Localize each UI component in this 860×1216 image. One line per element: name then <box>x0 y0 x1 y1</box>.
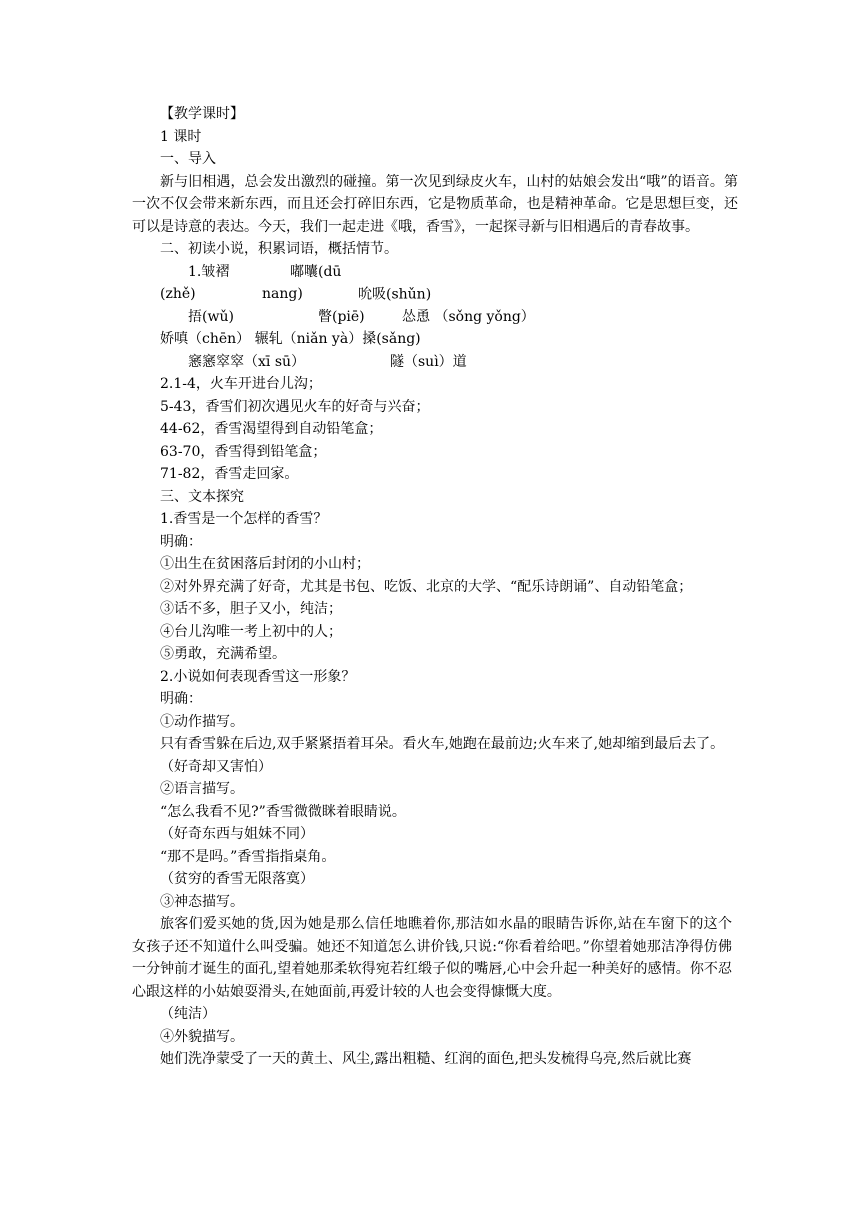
answer-label: 明确： <box>160 691 202 707</box>
method-note: （好奇却又害怕） <box>160 758 272 775</box>
plot-item: 63-70，香雪得到铅笔盒； <box>160 443 327 460</box>
vocab-item: 捂(wǔ) <box>188 308 234 325</box>
method-title-expression: ③神态描写。 <box>160 893 244 910</box>
intro-paragraph: 新与旧相遇，总会发出激烈的碰撞。第一次见到绿皮火车，山村的姑娘会发出“哦”的语音。第一次不仅会带来新东西，而且还会打碎旧东西，它是物质革命，也是精神革命。它是思想巨变，还可以是诗意的表达。今天，我们一起走进《哦，香雪》，一起探寻新与旧相遇后的青春故事。 <box>132 173 738 235</box>
section-title-inquiry: 三、文本探究 <box>160 488 244 505</box>
answer-label: 明确： <box>160 533 202 550</box>
vocab-item: 怂恿 （sǒng yǒng） <box>402 308 535 325</box>
method-example-speech: “那不是吗。”香雪指指桌角。 <box>160 848 336 865</box>
vocab-item: 瞥(piē) <box>318 308 365 325</box>
method-note: （贫穷的香雪无限落寞） <box>160 871 314 887</box>
plot-item: 71-82，香雪走回家。 <box>160 466 299 482</box>
period-count: 1 课时 <box>160 128 202 145</box>
method-title-action: ①动作描写。 <box>160 713 244 730</box>
vocab-item: 娇嗔（chēn） <box>160 331 251 347</box>
question-2: 2.小说如何表现香雪这一形象？ <box>160 668 356 685</box>
plot-item: 5-43，香雪们初次遇见火车的好奇与兴奋； <box>160 398 430 415</box>
section-title-intro: 一、导入 <box>160 151 216 167</box>
method-note: （纯洁） <box>160 1006 216 1022</box>
vocab-item: 嘟囔(dū nang) <box>262 263 342 302</box>
vocab-row-3 <box>132 328 732 351</box>
trait-item: ③话不多，胆子又小，纯洁； <box>160 601 342 617</box>
document-body <box>132 103 738 1071</box>
method-example-appearance: 她们洗净蒙受了一天的黄土、风尘,露出粗糙、红润的面色,把头发梳得乌亮,然后就比赛 <box>160 1051 692 1067</box>
vocab-item: 搡(sǎng) <box>362 331 421 347</box>
trait-item: ④台儿沟唯一考上初中的人； <box>160 623 342 640</box>
section-title-reading: 二、初读小说，积累词语，概括情节。 <box>160 241 398 257</box>
method-example-expression: 旅客们爱买她的货,因为她是那么信任地瞧着你,那洁如水晶的眼睛告诉你,站在车窗下的这个女孩子还不知道什么叫受骗。她还不知道怎么讲价钱,只说:“你看着给吧。”你望着她那洁净得仿佛一分钟前才诞生的面孔,望着她那柔软得宛若红缎子似的嘴唇,心中会升起一种美好的感情。你不忍心跟这样的小姑娘耍滑头,在她面前,再爱计较的人也会变得慷慨大度。 <box>132 916 732 1000</box>
trait-item: ⑤勇敢，充满希望。 <box>160 646 286 662</box>
vocab-row-2 <box>132 306 732 329</box>
method-note: （好奇东西与姐妹不同） <box>160 826 314 842</box>
method-title-speech: ②语言描写。 <box>160 781 244 797</box>
section-heading-period: 【教学课时】 <box>160 106 244 122</box>
method-example-action: 只有香雪躲在后边,双手紧紧捂着耳朵。看火车,她跑在最前边;火车来了,她却缩到最后去了。 <box>160 736 725 752</box>
method-title-appearance: ④外貌描写。 <box>160 1028 244 1045</box>
vocab-item: 窸窸窣窣（xī sū） <box>188 353 306 370</box>
plot-item: 44-62，香雪渴望得到自动铅笔盒； <box>160 421 383 437</box>
trait-item: ②对外界充满了好奇，尤其是书包、吃饭、北京的大学、“配乐诗朗诵”、自动铅笔盒； <box>160 578 693 595</box>
vocab-item: 辗轧（niǎn yà） <box>254 331 363 347</box>
vocab-item: 隧（suì）道 <box>390 353 467 370</box>
vocab-row-4 <box>132 351 732 374</box>
method-example-speech: “怎么我看不见?”香雪微微眯着眼睛说。 <box>160 803 406 820</box>
vocab-item: 1.皱褶(zhě) <box>160 263 230 302</box>
trait-item: ①出生在贫困落后封闭的小山村； <box>160 556 370 572</box>
vocab-item: 吮吸(shǔn) <box>358 286 432 302</box>
plot-item: 2.1-4，火车开进台儿沟； <box>160 376 322 392</box>
question-1: 1.香雪是一个怎样的香雪？ <box>160 511 328 527</box>
vocab-row-1 <box>132 261 732 306</box>
